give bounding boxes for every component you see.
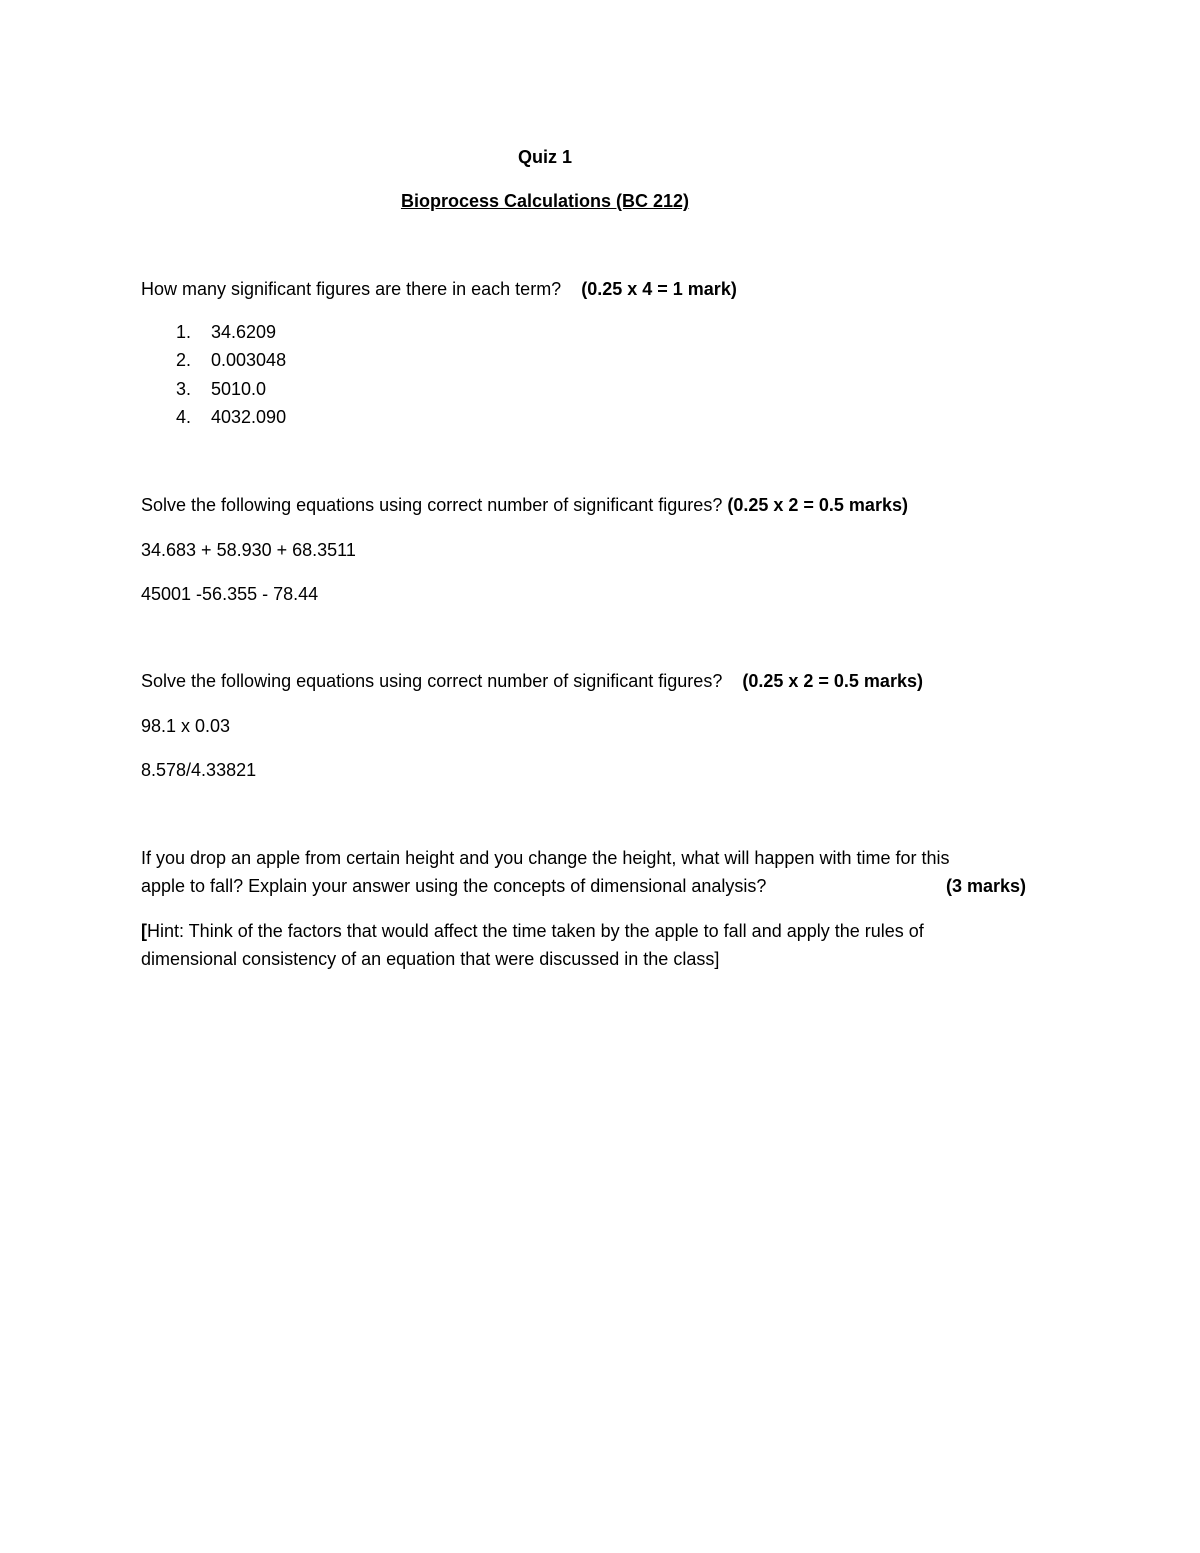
question-2-text: Solve the following equations using correct number of significant figures? [141, 495, 723, 515]
question-2 [141, 493, 908, 517]
hint-open-bracket: [ [141, 921, 147, 941]
question-4-marks: (3 marks) [946, 876, 1027, 896]
question-3-text: Solve the following equations using correct number of significant figures? [141, 671, 723, 691]
quiz-title: Quiz 1 [517, 147, 572, 167]
equation-2: 45001 -56.355 - 78.44 [141, 584, 319, 604]
hint-line-2: dimensional consistency of an equation that were discussed in the class] [141, 949, 720, 969]
hint-line-1 [141, 919, 924, 943]
hint-text: Hint: Think of the factors that would affect the time taken by the apple to fall and apply the rules of [147, 921, 924, 941]
list-item-value: 5010.0 [211, 379, 267, 399]
question-3 [141, 669, 923, 693]
question-1 [141, 277, 737, 301]
list-item-value: 34.6209 [211, 322, 277, 342]
equation-1: 34.683 + 58.930 + 68.3511 [141, 540, 356, 560]
list-item-number: 3. [176, 379, 192, 399]
question-3-marks: (0.25 x 2 = 0.5 marks) [742, 671, 923, 691]
list-item-number: 2. [176, 350, 192, 370]
equation-4: 8.578/4.33821 [141, 760, 257, 780]
question-4-line-1: If you drop an apple from certain height and you change the height, what will happen with time for this [141, 848, 950, 868]
question-1-marks: (0.25 x 4 = 1 mark) [581, 279, 737, 299]
equation-3: 98.1 x 0.03 [141, 716, 231, 736]
question-4-line-2: apple to fall? Explain your answer using the concepts of dimensional analysis? [141, 876, 767, 896]
list-item-number: 1. [176, 322, 192, 342]
question-1-text: How many significant figures are there in each term? [141, 279, 562, 299]
list-item-number: 4. [176, 407, 192, 427]
question-2-marks: (0.25 x 2 = 0.5 marks) [727, 495, 908, 515]
course-title: Bioprocess Calculations (BC 212) [400, 191, 690, 211]
list-item-value: 4032.090 [211, 407, 287, 427]
list-item-value: 0.003048 [211, 350, 287, 370]
